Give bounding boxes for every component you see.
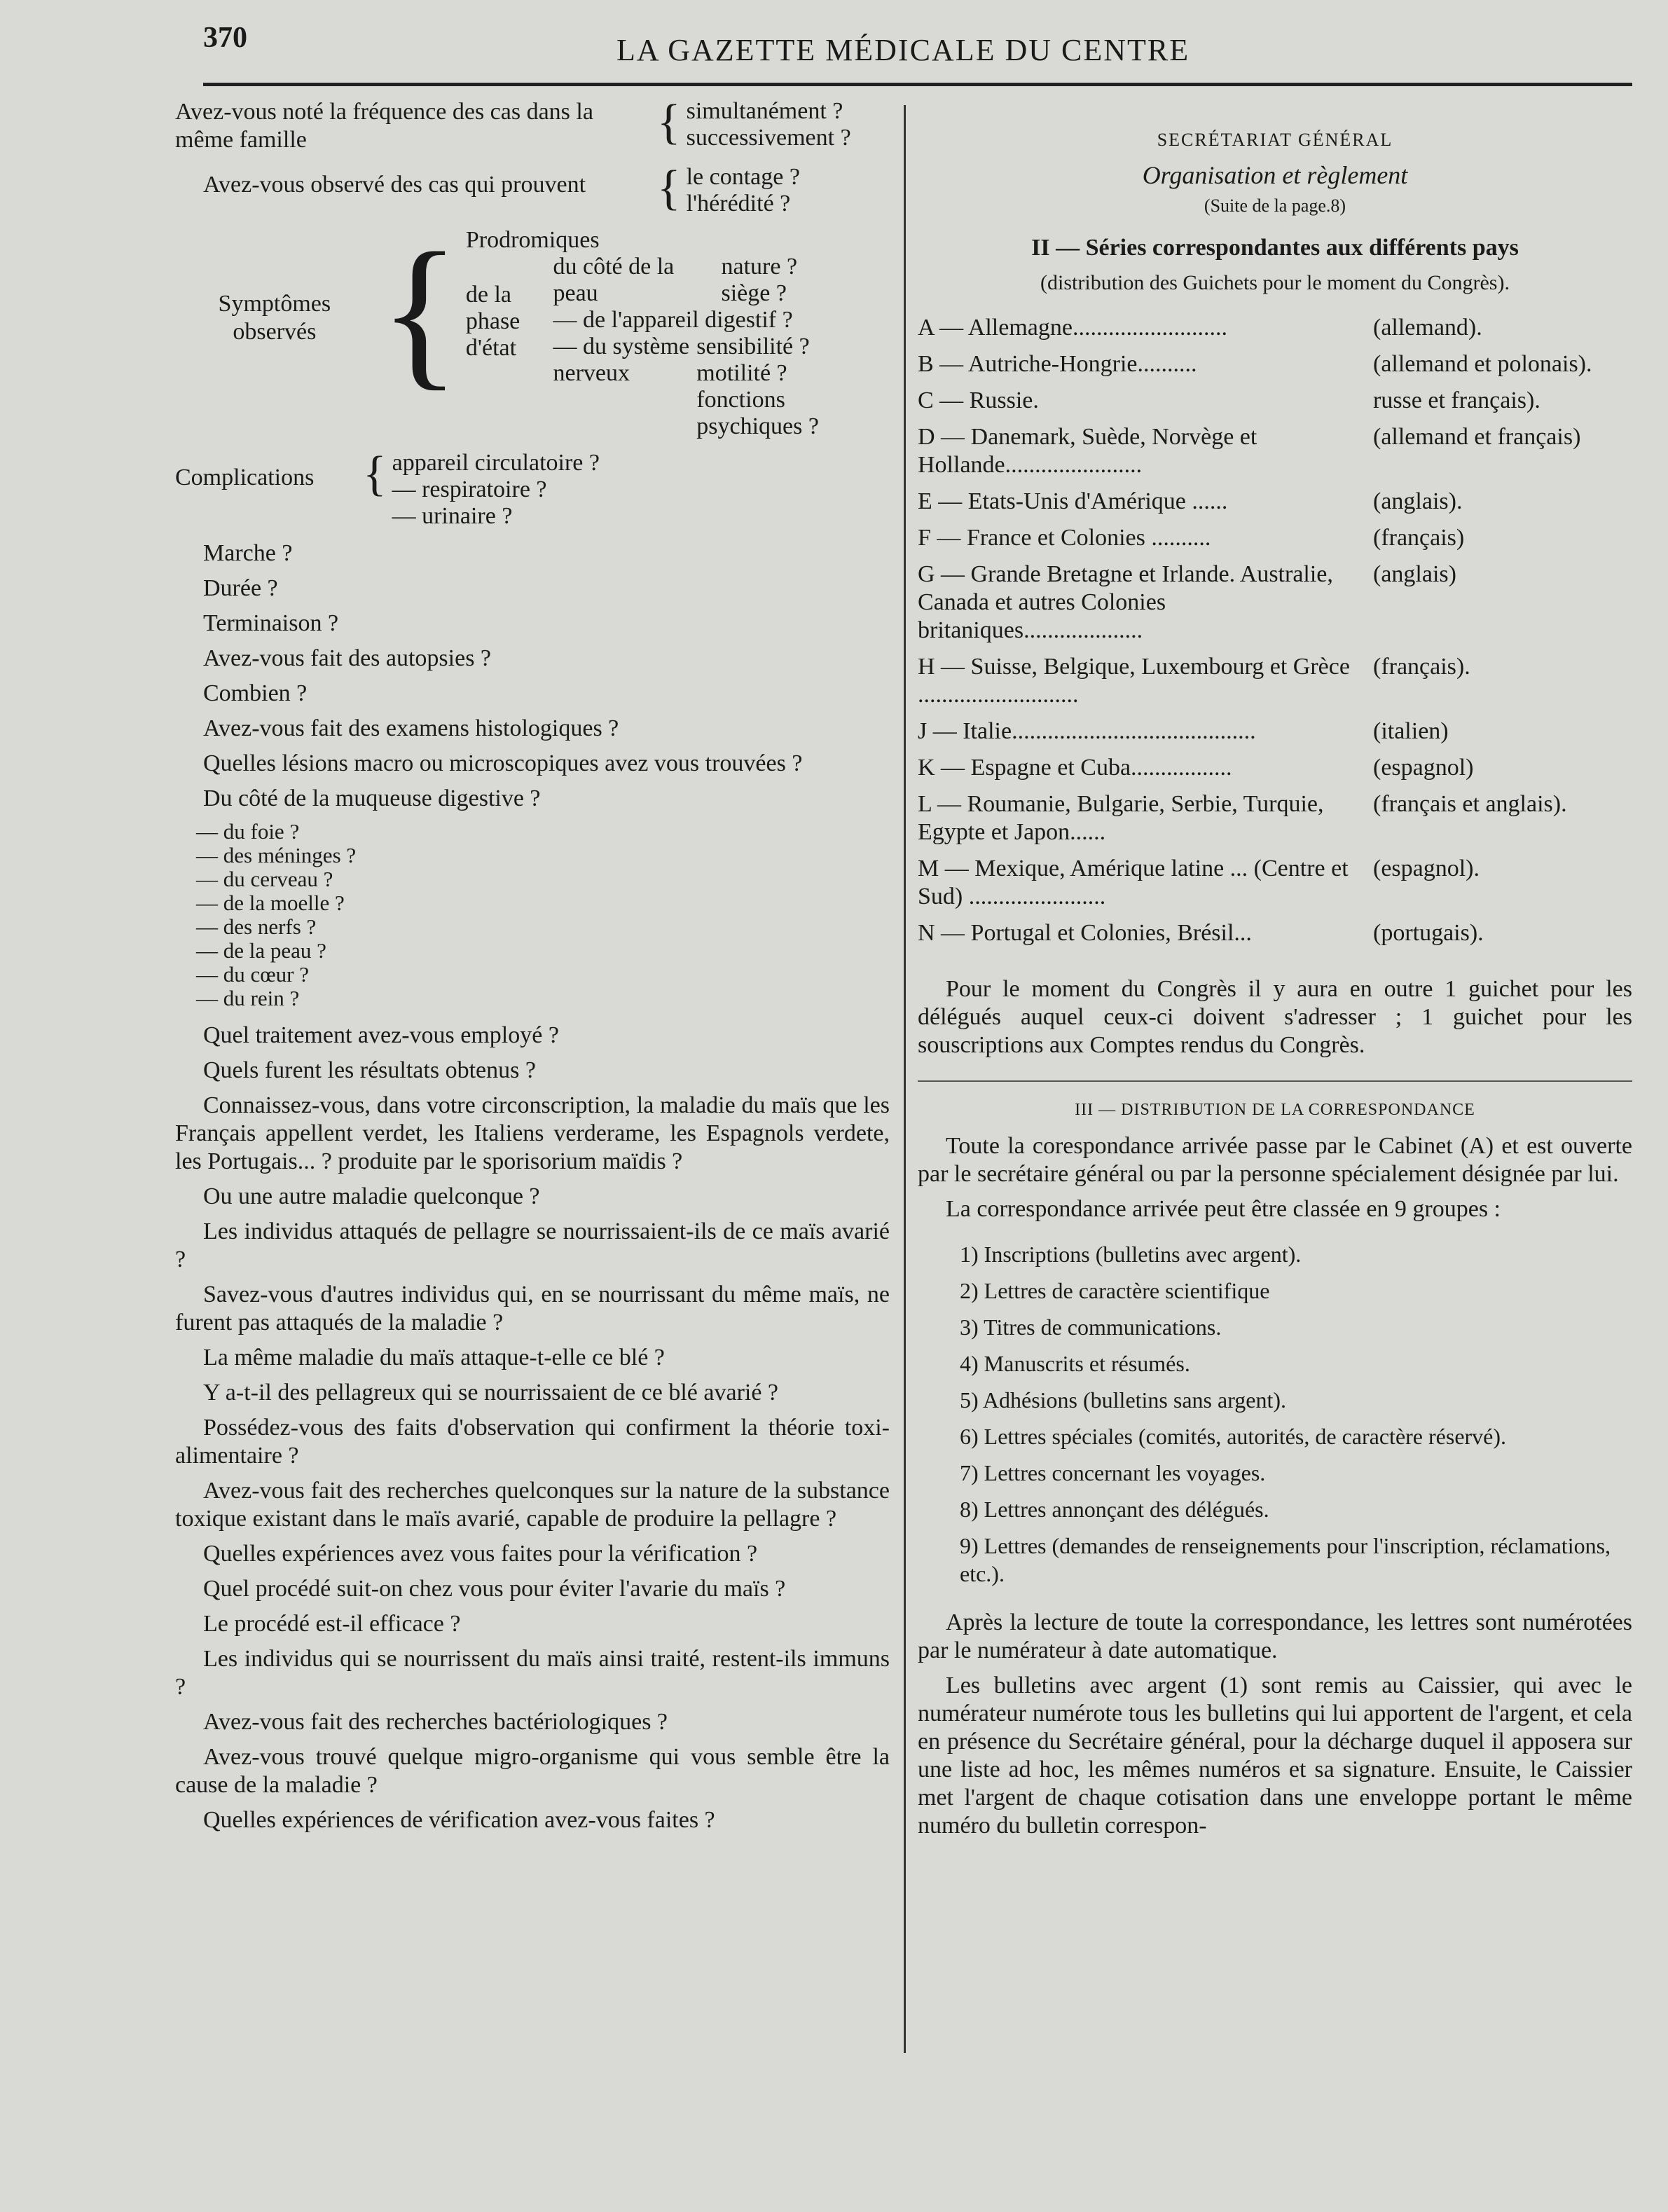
- question: La même maladie du maïs attaque-t-elle ce blé ?: [203, 1345, 665, 1371]
- country-name: M — Mexique, Amérique latine ... (Centre et Sud) .......................: [918, 856, 1349, 909]
- country-row: [918, 561, 1632, 645]
- secretariat-heading: SECRÉTARIAT GÉNÉRAL: [1157, 130, 1393, 150]
- option: fonctions psychiques ?: [696, 387, 819, 439]
- option: simultanément ?: [686, 98, 843, 124]
- section-separator: [918, 1080, 1632, 1082]
- country-language: (français).: [1373, 654, 1470, 680]
- congres-paragraph: Pour le moment du Congrès il y aura en outre 1 guichet pour les délégués auquel ceux-ci doivent s'adresser ; 1 guichet pour les souscriptions aux Comptes rendus du Congrès.: [918, 976, 1632, 1058]
- question: Savez-vous d'autres individus qui, en se nourrissant du même maïs, ne furent pas attaqués de la maladie ?: [175, 1282, 890, 1335]
- question: Quelles expériences de vérification avez-vous faites ?: [203, 1807, 715, 1833]
- country-name: N — Portugal et Colonies, Brésil...: [918, 920, 1252, 946]
- country-language: (portugais).: [1373, 920, 1484, 946]
- question: Du côté de la muqueuse digestive ?: [203, 785, 541, 811]
- organ-item: — de la moelle ?: [196, 891, 345, 915]
- country-name: A — Allemagne..........................: [918, 315, 1227, 341]
- group-list: [918, 1240, 1632, 1588]
- country-row: [918, 423, 1632, 479]
- running-head: LA GAZETTE MÉDICALE DU CENTRE: [616, 33, 1190, 67]
- question: Quel traitement avez-vous employé ?: [203, 1022, 559, 1048]
- country-name: L — Roumanie, Bulgarie, Serbie, Turquie, Egypte et Japon......: [918, 791, 1324, 845]
- correspondance-paragraph: Toute la corespondance arrivée passe par le Cabinet (A) et est ouverte par le secrétaire général ou par la personne spécialement désignée par lui.: [918, 1133, 1632, 1187]
- group-item: 6) Lettres spéciales (comités, autorités, de caractère réservé).: [960, 1424, 1507, 1449]
- question: Marche ?: [203, 540, 293, 566]
- option: appareil circulatoire ?: [392, 450, 600, 476]
- phase-items: [553, 254, 890, 440]
- country-row: [918, 653, 1632, 709]
- question: Possédez-vous des faits d'observation qui confirment la théorie toxi-alimentaire ?: [175, 1415, 890, 1469]
- organ-item: — de la peau ?: [196, 938, 326, 963]
- group-item: 2) Lettres de caractère scientifique: [960, 1278, 1270, 1303]
- question-proof: [175, 161, 890, 217]
- question: Les individus qui se nourrissent du maïs ainsi traité, restent-ils immuns ?: [175, 1646, 890, 1700]
- section-2-title: II — Séries correspondantes aux différents pays: [1031, 235, 1519, 261]
- nerve-label: — du système nerveux: [553, 334, 690, 386]
- nerve-row: [553, 334, 890, 440]
- organ-item: — des nerfs ?: [196, 914, 317, 939]
- question: Avez-vous trouvé quelque migro-organisme qui vous semble être la cause de la maladie ?: [175, 1744, 890, 1798]
- phase-label: de la phase d'état: [465, 282, 521, 361]
- complications-label: Complications: [175, 465, 315, 490]
- country-name: F — France et Colonies ..........: [918, 525, 1211, 551]
- final-paragraph: Les bulletins avec argent (1) sont remis au Caissier, qui avec le numérateur numérote tous les bulletins qui lui apportent de l'argent, et cela en présence du Secrétaire général, pour la décharge duquel il apposera sur une liste ad hoc, les mêmes numéros et sa signature. Ensuite, le Caissier met l'argent de chaque cotisation dans une enveloppe portant le même numéro du bulletin correspon-: [918, 1672, 1632, 1839]
- question-frequency: [175, 95, 890, 154]
- header-rule: [203, 83, 1632, 86]
- country-row: [918, 314, 1632, 342]
- country-language: (italien): [1373, 718, 1449, 744]
- option: nature ?: [721, 254, 798, 280]
- skin-label: du côté de la peau: [553, 254, 675, 306]
- organ-item: — du foie ?: [196, 819, 300, 844]
- country-name: B — Autriche-Hongrie..........: [918, 351, 1197, 377]
- country-row: [918, 488, 1632, 516]
- question: Quels furent les résultats obtenus ?: [203, 1057, 536, 1083]
- country-name: K — Espagne et Cuba.................: [918, 755, 1232, 781]
- question: Ou une autre maladie quelconque ?: [203, 1183, 540, 1209]
- options: [687, 164, 800, 217]
- correspondance-paragraph: La correspondance arrivée peut être classée en 9 groupes :: [946, 1196, 1501, 1222]
- option: successivement ?: [686, 125, 851, 151]
- country-row: [918, 717, 1632, 746]
- question-text: Avez-vous noté la fréquence des cas dans la même famille: [175, 99, 593, 153]
- skin-row: [553, 254, 890, 307]
- country-list: [918, 314, 1632, 947]
- option: — urinaire ?: [392, 503, 513, 529]
- org-title: Organisation et règlement: [1142, 161, 1408, 189]
- country-language: (allemand et français): [1373, 424, 1581, 450]
- country-language: (allemand et polonais).: [1373, 351, 1592, 377]
- symptoms-block: [175, 218, 890, 440]
- question: Quel procédé suit-on chez vous pour éviter l'avarie du maïs ?: [203, 1576, 786, 1602]
- organ-list: [175, 820, 890, 1010]
- group-item: 1) Inscriptions (bulletins avec argent).: [960, 1242, 1302, 1267]
- country-name: H — Suisse, Belgique, Luxembourg et Grèce ...........................: [918, 654, 1350, 708]
- option: sensibilité ?: [696, 334, 810, 359]
- option: motilité ?: [696, 360, 787, 386]
- page-number: 370: [203, 22, 247, 54]
- organ-item: — du cerveau ?: [196, 867, 333, 891]
- question: Connaissez-vous, dans votre circonscription, la maladie du maïs que les Français appellent verdet, les Italiens verderame, les Espagnols verdete, les Portugais... ? produite par le sporisorium maïdis ?: [175, 1092, 890, 1174]
- country-row: [918, 524, 1632, 552]
- final-paragraph: Après la lecture de toute la correspondance, les lettres sont numérotées par le numérateur à date automatique.: [918, 1609, 1632, 1663]
- complications-block: [175, 447, 890, 530]
- question: Le procédé est-il efficace ?: [203, 1611, 461, 1637]
- option: siège ?: [721, 280, 787, 306]
- country-name: E — Etats-Unis d'Amérique ......: [918, 488, 1228, 514]
- group-item: 9) Lettres (demandes de renseignements pour l'inscription, réclamations, etc.).: [960, 1533, 1611, 1586]
- question: Avez-vous fait des recherches quelconques sur la nature de la substance toxique existant dans le maïs avarié, capable de produire la pellagre ?: [175, 1478, 890, 1532]
- brace: {: [363, 447, 387, 501]
- brace: {: [657, 95, 681, 149]
- country-row: [918, 919, 1632, 947]
- group-item: 5) Adhésions (bulletins sans argent).: [960, 1387, 1287, 1413]
- country-row: [918, 790, 1632, 846]
- country-language: (espagnol): [1373, 755, 1474, 781]
- question-text: Avez-vous observé des cas qui prouvent: [203, 172, 586, 198]
- country-row: [918, 387, 1632, 415]
- country-language: (anglais).: [1373, 488, 1463, 514]
- organ-item: — des méninges ?: [196, 843, 357, 867]
- country-language: (anglais): [1373, 561, 1456, 587]
- option: l'hérédité ?: [686, 191, 791, 217]
- organ-item: — du rein ?: [196, 986, 300, 1010]
- question: Avez-vous fait des recherches bactériologiques ?: [203, 1709, 668, 1735]
- question: Avez-vous fait des examens histologiques ?: [203, 715, 619, 741]
- country-language: russe et français).: [1373, 387, 1541, 413]
- left-column: [175, 95, 890, 1841]
- digestif: — de l'appareil digestif ?: [553, 307, 793, 333]
- question: Quelles lésions macro ou microscopiques avez vous trouvées ?: [203, 750, 803, 776]
- country-language: (allemand).: [1373, 315, 1482, 341]
- country-row: [918, 350, 1632, 378]
- group-item: 8) Lettres annonçant des délégués.: [960, 1497, 1269, 1522]
- question: Quelles expériences avez vous faites pour la vérification ?: [203, 1541, 758, 1567]
- group-item: 4) Manuscrits et résumés.: [960, 1351, 1190, 1376]
- option: — respiratoire ?: [392, 476, 547, 502]
- section-3-title: III — DISTRIBUTION DE LA CORRESPONDANCE: [1075, 1101, 1475, 1119]
- brace: {: [379, 218, 460, 404]
- phase-row: [466, 254, 890, 440]
- country-language: (français et anglais).: [1373, 791, 1567, 817]
- question: Avez-vous fait des autopsies ?: [203, 645, 492, 671]
- group-item: 7) Lettres concernant les voyages.: [960, 1460, 1266, 1485]
- question: Les individus attaqués de pellagre se nourrissaient-ils de ce maïs avarié ?: [175, 1218, 890, 1272]
- country-language: (français): [1373, 525, 1465, 551]
- country-name: D — Danemark, Suède, Norvège et Hollande.......................: [918, 424, 1257, 478]
- column-divider: [904, 105, 906, 2053]
- question: Y a-t-il des pellagreux qui se nourrissaient de ce blé avarié ?: [203, 1380, 779, 1406]
- question: Combien ?: [203, 680, 308, 706]
- option: le contage ?: [686, 164, 800, 190]
- right-column: [918, 98, 1632, 1847]
- question: Terminaison ?: [203, 610, 339, 636]
- group-item: 3) Titres de communications.: [960, 1314, 1222, 1340]
- distribution-note: (distribution des Guichets pour le moment du Congrès).: [1040, 271, 1510, 294]
- country-language: (espagnol).: [1373, 856, 1480, 881]
- country-name: G — Grande Bretagne et Irlande. Australie, Canada et autres Colonies britaniques....................: [918, 561, 1333, 643]
- country-name: J — Italie.........................................: [918, 718, 1256, 744]
- country-name: C — Russie.: [918, 387, 1039, 413]
- brace: {: [657, 161, 681, 215]
- country-row: [918, 855, 1632, 911]
- symptoms-label: Symptômes observés: [218, 291, 331, 345]
- options: [687, 98, 851, 151]
- question: Durée ?: [203, 575, 278, 601]
- suite-note: (Suite de la page.8): [1204, 195, 1346, 216]
- nerve-options: [696, 334, 890, 440]
- symptoms-detail: [466, 227, 890, 440]
- organ-item: — du cœur ?: [196, 962, 309, 987]
- country-row: [918, 754, 1632, 782]
- prodromiques: Prodromiques: [465, 227, 600, 253]
- skin-options: [722, 254, 798, 307]
- complication-options: [392, 450, 600, 530]
